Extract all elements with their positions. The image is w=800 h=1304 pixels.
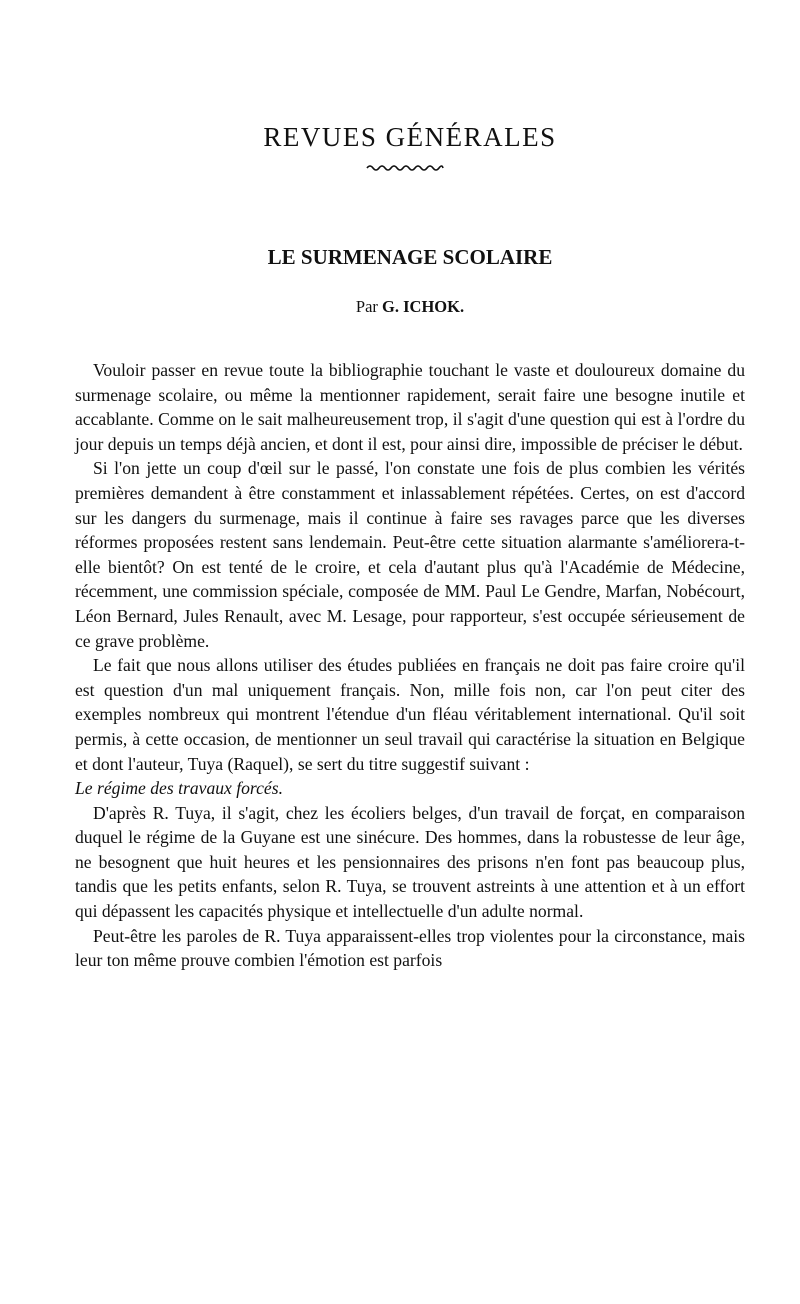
paragraph-1: Vouloir passer en revue toute la bibliographie touchant le vaste et douloureux domaine du surmenage scolaire, ou même la mentionner rapidement, serait faire une besogne inutile et accablante. Comme on le sait malheureusement trop, il s'agit d'une question qui est à l'ordre du jour depuis un temps déjà ancien, et dont il est, pour ainsi dire, impossible de préciser le début. bbox=[75, 360, 745, 454]
byline-author: G. ICHOK. bbox=[382, 297, 465, 316]
paragraph-5: Peut-être les paroles de R. Tuya apparaissent-elles trop violentes pour la circonstance, mais leur ton même prouve combien l'émotion est parfois bbox=[75, 925, 745, 971]
paragraph-3-text: Le fait que nous allons utiliser des études publiées en français ne doit pas faire croire qu'il est question d'un mal uniquement français. Non, mille fois non, car l'on peut citer des exemples nombreux qui montrent l'étendue d'un fléau véritablement international. Qu'il soit permis, à cette occasion, de mentionner un seul travail qui caractérise la situation en Belgique et dont l'auteur, Tuya (Raquel), se sert du titre suggestif suivant : bbox=[75, 655, 745, 774]
article-title: LE SURMENAGE SCOLAIRE bbox=[267, 245, 553, 269]
paragraph-3 bbox=[75, 653, 745, 801]
document-page bbox=[75, 0, 745, 1304]
section-title: REVUES GÉNÉRALES bbox=[263, 122, 557, 152]
wavy-ornament-icon bbox=[365, 162, 445, 174]
article-body bbox=[75, 358, 745, 973]
byline-prefix: Par bbox=[355, 297, 378, 316]
paragraph-2: Si l'on jette un coup d'œil sur le passé, l'on constate une fois de plus combien les vérités premières demandent à être constamment et inlassablement répétées. Certes, on est d'accord sur les dangers du surmenage, mais il continue à faire ses ravages parce que les diverses réformes proposées restent sans lendemain. Peut-être cette situation alarmante s'améliorera-t-elle bientôt? On est tenté de le croire, et cela d'autant plus qu'à l'Académie de Médecine, récemment, une commission spéciale, composée de MM. Paul Le Gendre, Marfan, Nobécourt, Léon Bernard, Jules Renault, avec M. Lesage, pour rapporteur, s'est occupée sérieusement de ce grave problème. bbox=[75, 458, 745, 651]
paragraph-4: D'après R. Tuya, il s'agit, chez les écoliers belges, d'un travail de forçat, en comparaison duquel le régime de la Guyane est une sinécure. Des hommes, dans la robustesse de leur âge, ne besognent que huit heures et les pensionnaires des prisons n'en font pas beaucoup plus, tandis que les petits enfants, selon R. Tuya, se trouvent astreints à une attention et à un effort qui dépassent les capacités physique et intellectuelle d'un adulte normal. bbox=[75, 802, 745, 922]
paragraph-3-emphasis: Le régime des travaux forcés. bbox=[75, 778, 283, 799]
byline bbox=[75, 297, 745, 317]
